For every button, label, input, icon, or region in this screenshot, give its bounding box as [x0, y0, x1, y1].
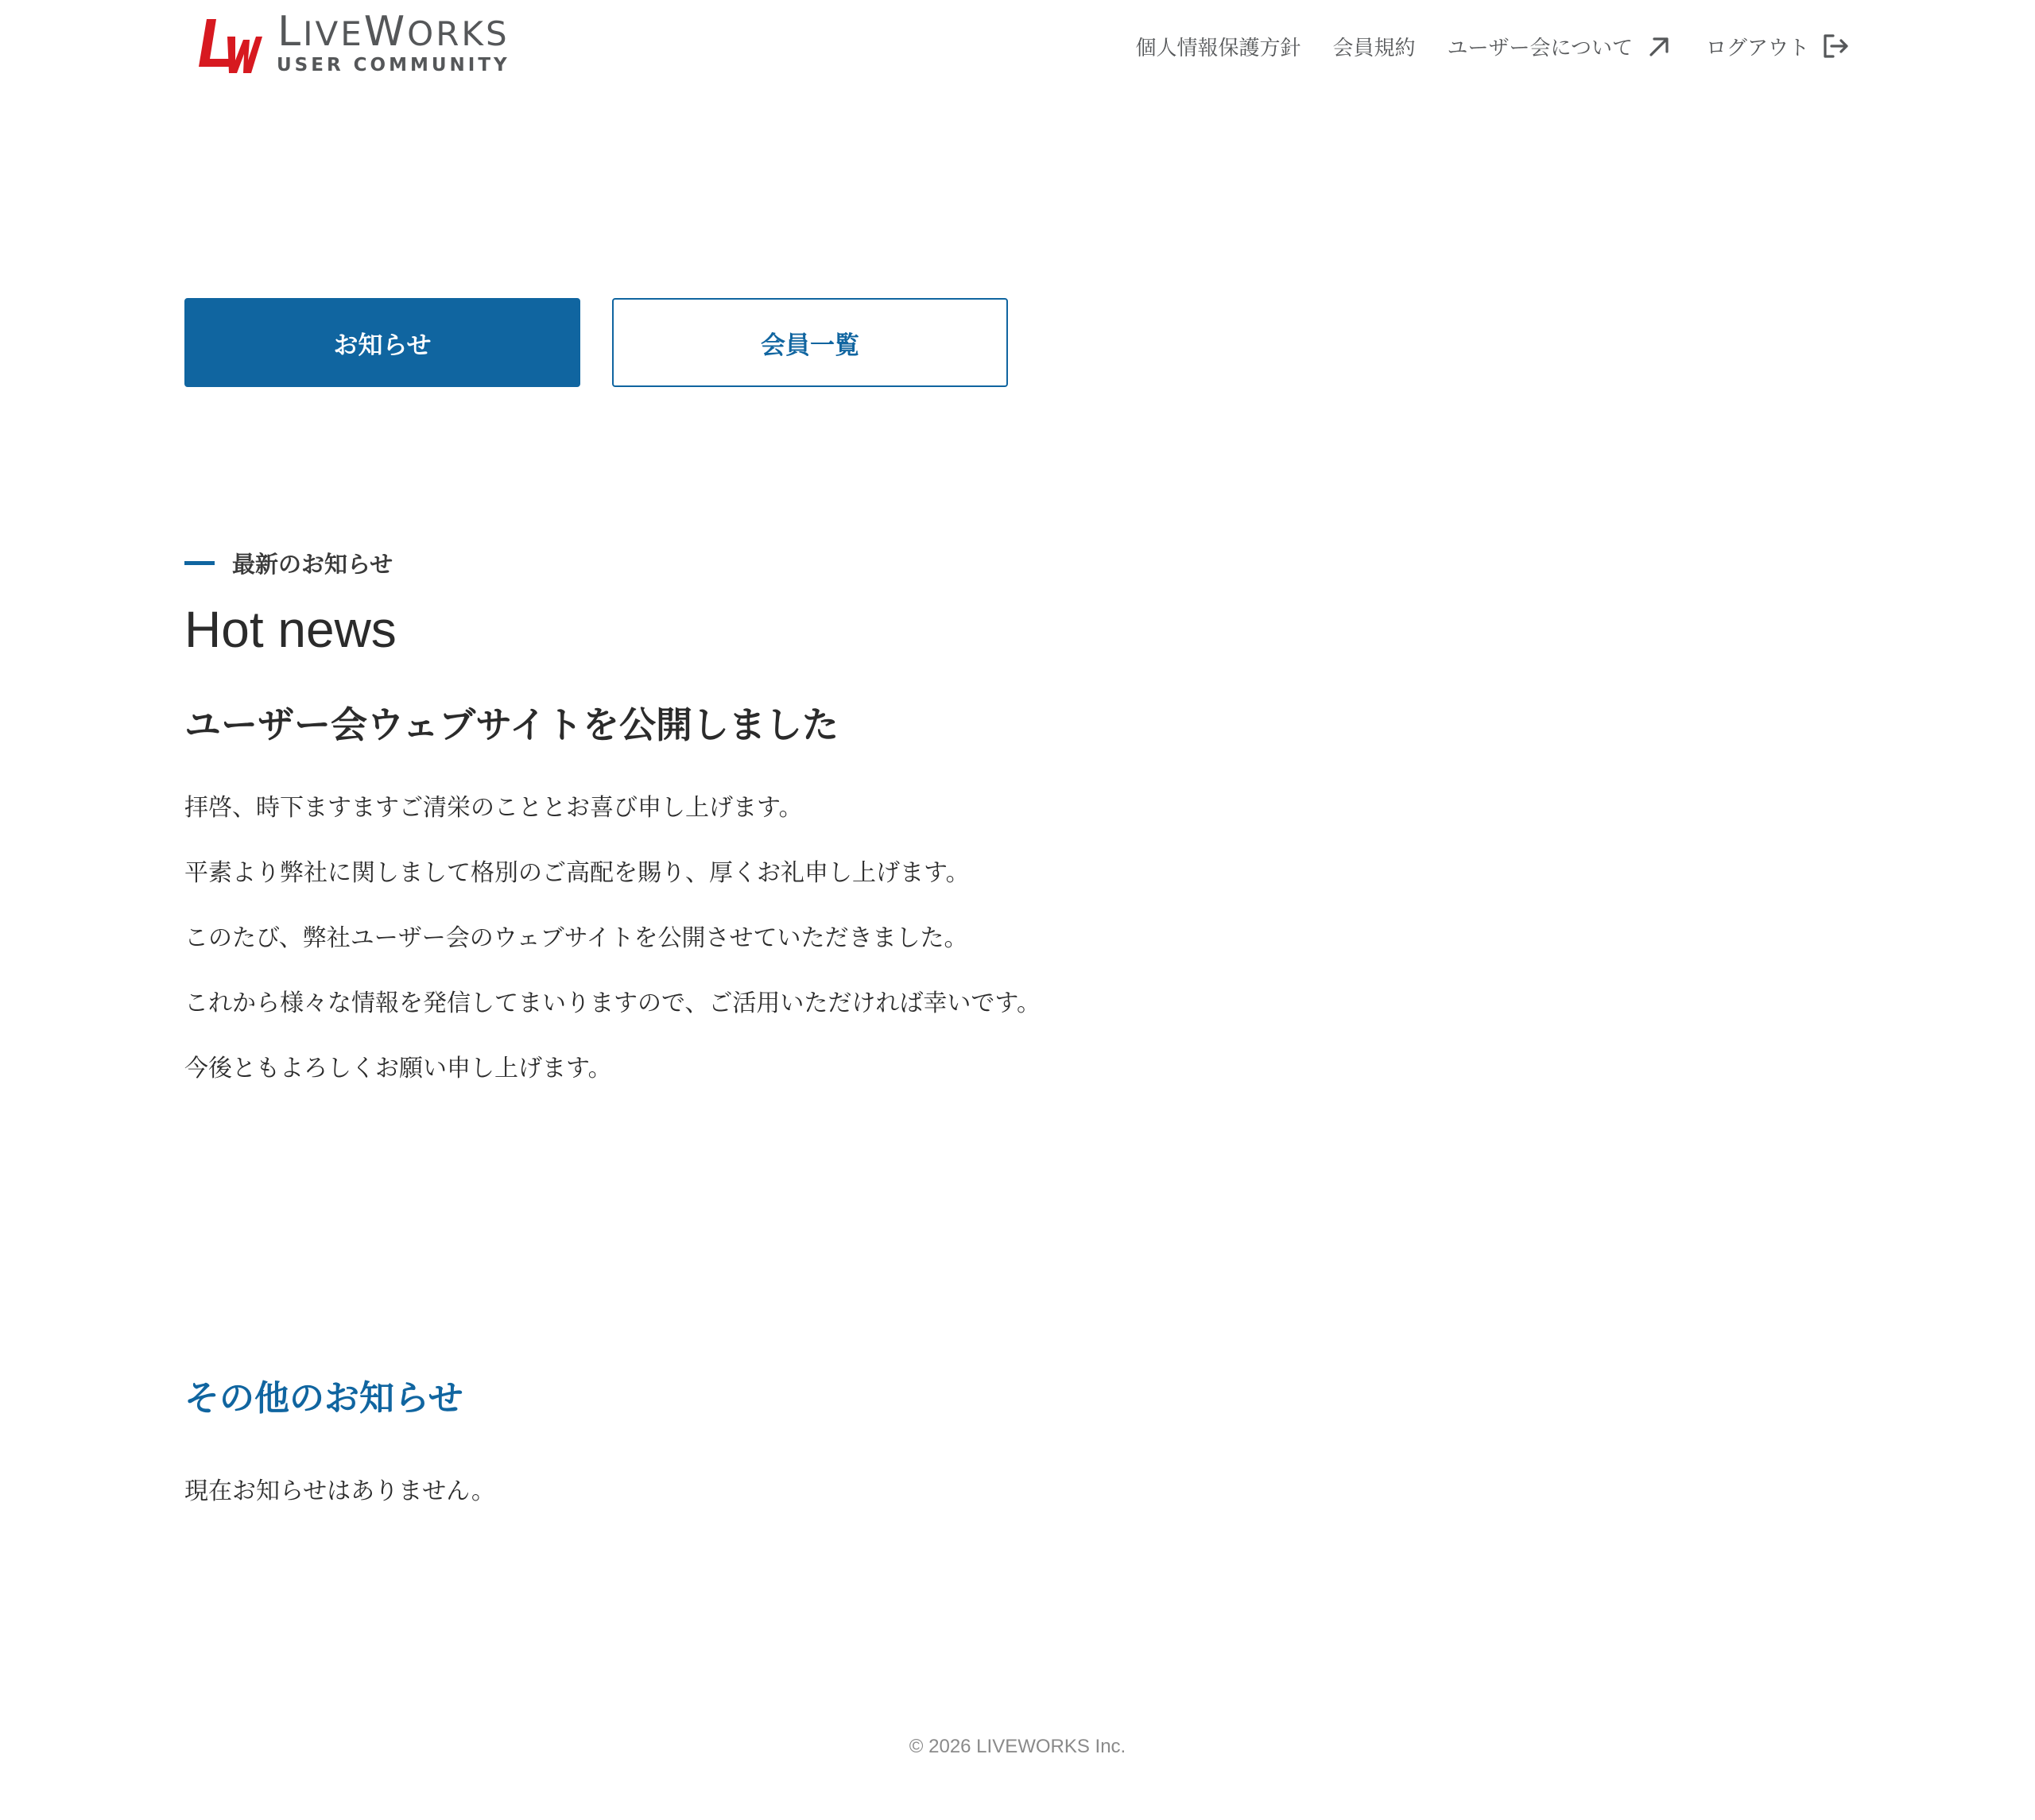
eyebrow-accent-bar — [184, 561, 215, 565]
nav-terms-link[interactable] — [1332, 32, 1415, 61]
main-tabs — [184, 298, 1008, 387]
post-paragraph: これから様々な情報を発信してまいりますので、ご活用いただければ幸いです。 — [184, 989, 1041, 1017]
site-header — [184, 0, 1851, 95]
logout-icon — [1820, 31, 1851, 61]
nav-terms-label: 会員規約 — [1332, 36, 1416, 60]
site-footer — [0, 1736, 2035, 1758]
hot-news-eyebrow — [184, 547, 393, 579]
nav-privacy-link[interactable] — [1135, 32, 1300, 61]
lw-logo-icon — [196, 16, 262, 76]
hot-news-heading: Hot news — [184, 601, 397, 658]
eyebrow-label: 最新のお知らせ — [232, 551, 393, 578]
other-news-empty-message: 現在お知らせはありません。 — [184, 1477, 495, 1505]
post-paragraph: このたび、弊社ユーザー会のウェブサイトを公開させていただきました。 — [184, 924, 968, 952]
tab-news[interactable]: お知らせ — [184, 298, 580, 387]
post-paragraph: 拝啓、時下ますますご清栄のこととお喜び申し上げます。 — [184, 794, 803, 822]
other-news-heading: その他のお知らせ — [184, 1378, 463, 1419]
nav-logout-link[interactable] — [1706, 31, 1851, 61]
header-nav — [1103, 24, 1851, 68]
logo-wordmark: LIVEWORKS — [277, 8, 510, 56]
tab-members[interactable]: 会員一覧 — [612, 298, 1008, 387]
nav-about-link[interactable] — [1448, 31, 1674, 61]
site-logo[interactable] — [196, 8, 510, 77]
post-body — [184, 788, 1041, 1114]
copyright-text: © 2026 LIVEWORKS Inc. — [909, 1736, 1126, 1757]
post-title: ユーザー会ウェブサイトを公開しました — [184, 703, 839, 746]
logo-text — [277, 8, 510, 77]
nav-privacy-label: 個人情報保護方針 — [1135, 36, 1301, 60]
logo-subtitle: USER COMMUNITY — [277, 55, 510, 76]
post-paragraph: 今後ともよろしくお願い申し上げます。 — [184, 1055, 612, 1082]
nav-logout-label: ログアウト — [1705, 36, 1809, 60]
nav-about-label: ユーザー会について — [1447, 36, 1633, 60]
post-paragraph: 平素より弊社に関しまして格別のご高配を賜り、厚くお礼申し上げます。 — [184, 859, 970, 887]
external-arrow-icon — [1644, 31, 1674, 61]
